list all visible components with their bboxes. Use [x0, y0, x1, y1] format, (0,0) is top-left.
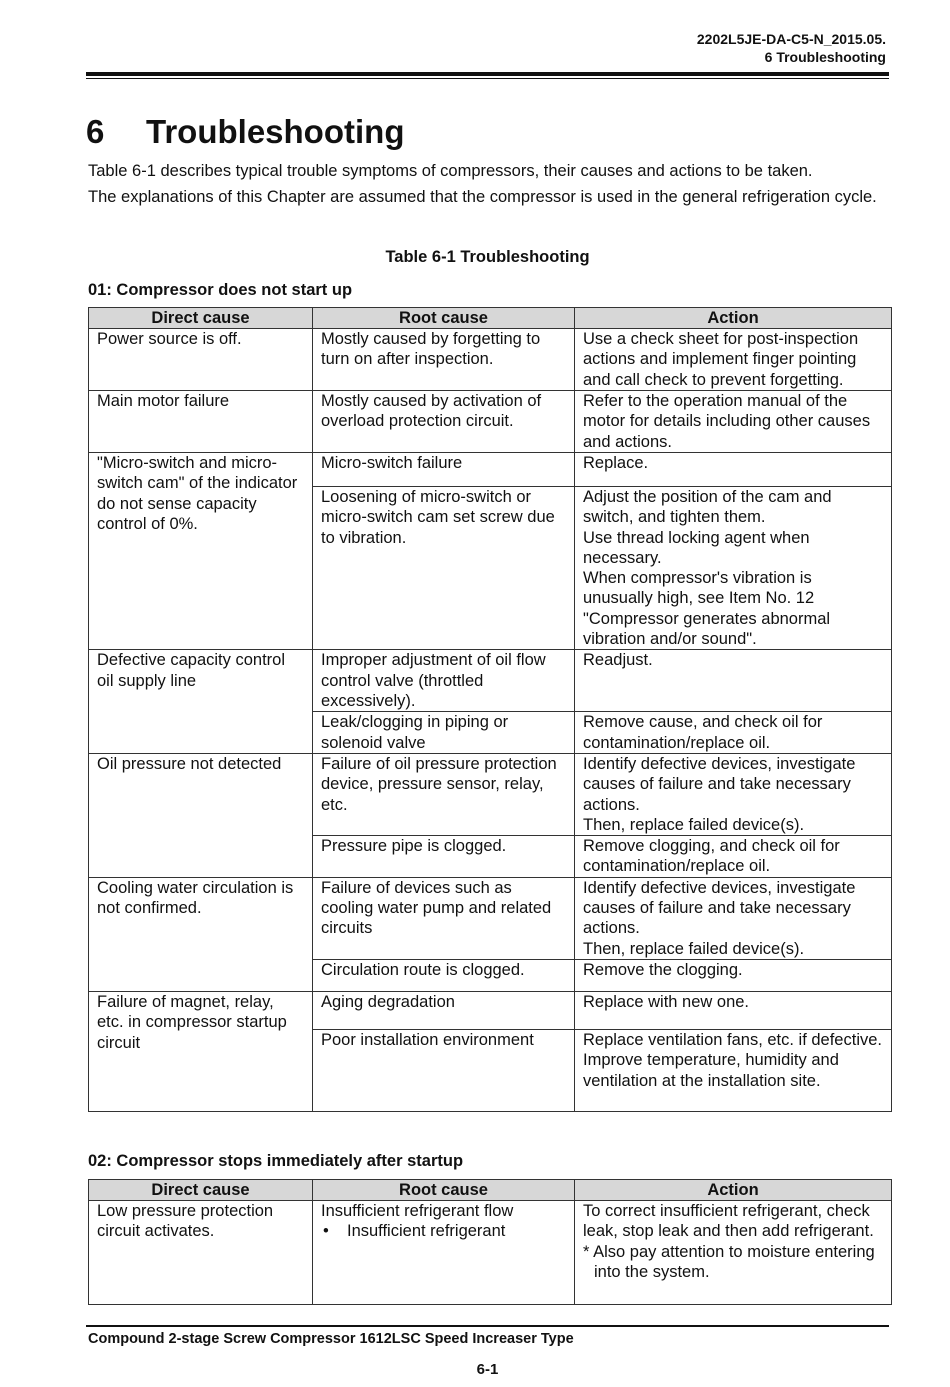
column-header-action: Action: [575, 1180, 892, 1201]
chapter-heading: [86, 110, 404, 154]
root-cause-bullet: • Insufficient refrigerant: [321, 1221, 566, 1241]
column-header-action: Action: [575, 308, 892, 329]
intro-paragraph-1: Table 6-1 describes typical trouble symptoms of compressors, their causes and actions to be taken.: [88, 162, 813, 180]
table-header-row: [89, 1180, 892, 1201]
direct-cause-text: "Micro-switch and micro-switch cam" of the indicator do not sense capacity control of 0%.: [97, 454, 298, 533]
action-text: Identify defective devices, investigate causes of failure and take necessary actions.: [583, 754, 856, 814]
action-cell: [575, 487, 892, 650]
column-header-root-cause: Root cause: [313, 1180, 575, 1201]
action-note: * Also pay attention to moisture entering into the system.: [583, 1242, 875, 1281]
action-cell: [575, 959, 892, 991]
action-text: Readjust.: [583, 651, 653, 670]
chapter-title: Troubleshooting: [146, 113, 405, 150]
action-cell: [575, 877, 892, 959]
root-cause-text: Failure of oil pressure protection device, pressure sensor, relay, etc.: [321, 754, 557, 814]
root-cause-cell: [313, 487, 575, 650]
action-cell: [575, 991, 892, 1029]
root-cause-text: Failure of devices such as cooling water pump and related circuits: [321, 878, 552, 938]
action-text: To correct insufficient refrigerant, check leak, stop leak and then add refrigerant.: [583, 1202, 874, 1241]
troubleshooting-table-01: [88, 307, 892, 1112]
direct-cause-text: Failure of magnet, relay, etc. in compressor startup circuit: [97, 992, 287, 1052]
root-cause-text: Improper adjustment of oil flow control valve (throttled excessively).: [321, 651, 546, 710]
action-cell: [575, 391, 892, 453]
action-text: Then, replace failed device(s).: [583, 939, 805, 958]
table-header-row: [89, 308, 892, 329]
root-cause-text: Mostly caused by forgetting to turn on after inspection.: [321, 330, 541, 369]
root-cause-text: Circulation route is clogged.: [321, 960, 525, 979]
table-row: [89, 453, 892, 487]
direct-cause-cell: [89, 391, 313, 453]
table-row: [89, 391, 892, 453]
action-text: Then, replace failed device(s).: [583, 815, 805, 834]
section-title-01: 01: Compressor does not start up: [88, 281, 353, 299]
direct-cause-text: Low pressure protection circuit activates.: [97, 1202, 274, 1241]
root-cause-text: Aging degradation: [321, 992, 455, 1011]
action-text: When compressor's vibration is unusually high, see Item No. 12 "Compressor generates abnormal vibration and/or sound".: [583, 569, 831, 649]
root-cause-cell: [313, 753, 575, 835]
root-cause-cell: [313, 1029, 575, 1111]
running-header: [697, 30, 886, 66]
table-row: [89, 1201, 892, 1305]
direct-cause-cell: [89, 877, 313, 991]
action-text: Improve temperature, humidity and ventilation at the installation site.: [583, 1051, 839, 1090]
root-cause-cell: [313, 329, 575, 391]
doc-id: 2202L5JE-DA-C5-N_2015.05.: [696, 31, 886, 47]
action-cell: [575, 1201, 892, 1305]
action-cell: [575, 1029, 892, 1111]
root-cause-text: Pressure pipe is clogged.: [321, 837, 507, 856]
action-text: Remove clogging, and check oil for contamination/replace oil.: [583, 837, 840, 876]
table-row: [89, 991, 892, 1029]
intro-paragraph-2: The explanations of this Chapter are assumed that the compressor is used in the general refrigeration cycle.: [88, 188, 877, 206]
section-title-02: 02: Compressor stops immediately after startup: [88, 1152, 464, 1170]
action-text: Use thread locking agent when necessary.: [583, 528, 810, 567]
direct-cause-cell: [89, 1201, 313, 1305]
action-text: Adjust the position of the cam and switch, and tighten them.: [583, 488, 832, 527]
direct-cause-cell: [89, 453, 313, 650]
page-number: 6-1: [476, 1361, 499, 1378]
action-text: Refer to the operation manual of the motor for details including other causes and actions.: [583, 392, 871, 451]
direct-cause-cell: [89, 991, 313, 1111]
direct-cause-text: Main motor failure: [97, 392, 230, 410]
action-cell: [575, 329, 892, 391]
action-text: Use a check sheet for post-inspection actions and implement finger pointing and call check to prevent forgetting.: [583, 330, 859, 389]
header-section: 6 Troubleshooting: [764, 49, 886, 65]
direct-cause-cell: [89, 753, 313, 877]
root-cause-text: Insufficient refrigerant flow: [321, 1202, 514, 1220]
direct-cause-text: Cooling water circulation is not confirmed.: [97, 878, 294, 918]
root-cause-text: Micro-switch failure: [321, 454, 463, 472]
root-cause-cell: [313, 959, 575, 991]
table-row: [89, 877, 892, 959]
troubleshooting-table-02: [88, 1179, 892, 1305]
root-cause-cell: [313, 836, 575, 878]
action-text: Remove cause, and check oil for contamination/replace oil.: [583, 713, 823, 752]
action-cell: [575, 650, 892, 712]
root-cause-cell: [313, 391, 575, 453]
direct-cause-cell: [89, 329, 313, 391]
action-text: Replace with new one.: [583, 992, 750, 1011]
action-text: Replace ventilation fans, etc. if defective.: [583, 1030, 882, 1049]
table-body: [89, 329, 892, 1112]
action-cell: [575, 712, 892, 754]
table-caption: Table 6-1 Troubleshooting: [385, 248, 590, 266]
table-row: [89, 753, 892, 835]
column-header-direct-cause: Direct cause: [89, 308, 313, 329]
direct-cause-text: Oil pressure not detected: [97, 754, 282, 773]
footer-rule: [86, 1325, 889, 1327]
root-cause-text: Leak/clogging in piping or solenoid valve: [321, 713, 509, 752]
action-cell: [575, 453, 892, 487]
root-cause-cell: [313, 712, 575, 754]
chapter-number: 6: [86, 113, 105, 150]
root-cause-text: Poor installation environment: [321, 1030, 534, 1049]
action-cell: [575, 836, 892, 878]
column-header-root-cause: Root cause: [313, 308, 575, 329]
footer-title: Compound 2-stage Screw Compressor 1612LSC Speed Increaser Type: [88, 1331, 574, 1347]
direct-cause-cell: [89, 650, 313, 754]
action-text: Identify defective devices, investigate causes of failure and take necessary actions.: [583, 878, 856, 938]
direct-cause-text: Defective capacity control oil supply line: [97, 651, 286, 690]
root-cause-text: Loosening of micro-switch or micro-switch cam set screw due to vibration.: [321, 488, 555, 547]
header-rule: [86, 72, 889, 79]
root-cause-cell: [313, 877, 575, 959]
column-header-direct-cause: Direct cause: [89, 1180, 313, 1201]
action-text: Replace.: [583, 454, 649, 472]
action-cell: [575, 753, 892, 835]
root-cause-cell: [313, 1201, 575, 1305]
action-text: Remove the clogging.: [583, 960, 743, 979]
root-cause-text: Mostly caused by activation of overload protection circuit.: [321, 392, 542, 431]
direct-cause-text: Power source is off.: [97, 330, 242, 348]
table-row: [89, 650, 892, 712]
root-cause-cell: [313, 453, 575, 487]
root-cause-cell: [313, 650, 575, 712]
root-cause-cell: [313, 991, 575, 1029]
table-row: [89, 329, 892, 391]
table-body: [89, 1201, 892, 1305]
